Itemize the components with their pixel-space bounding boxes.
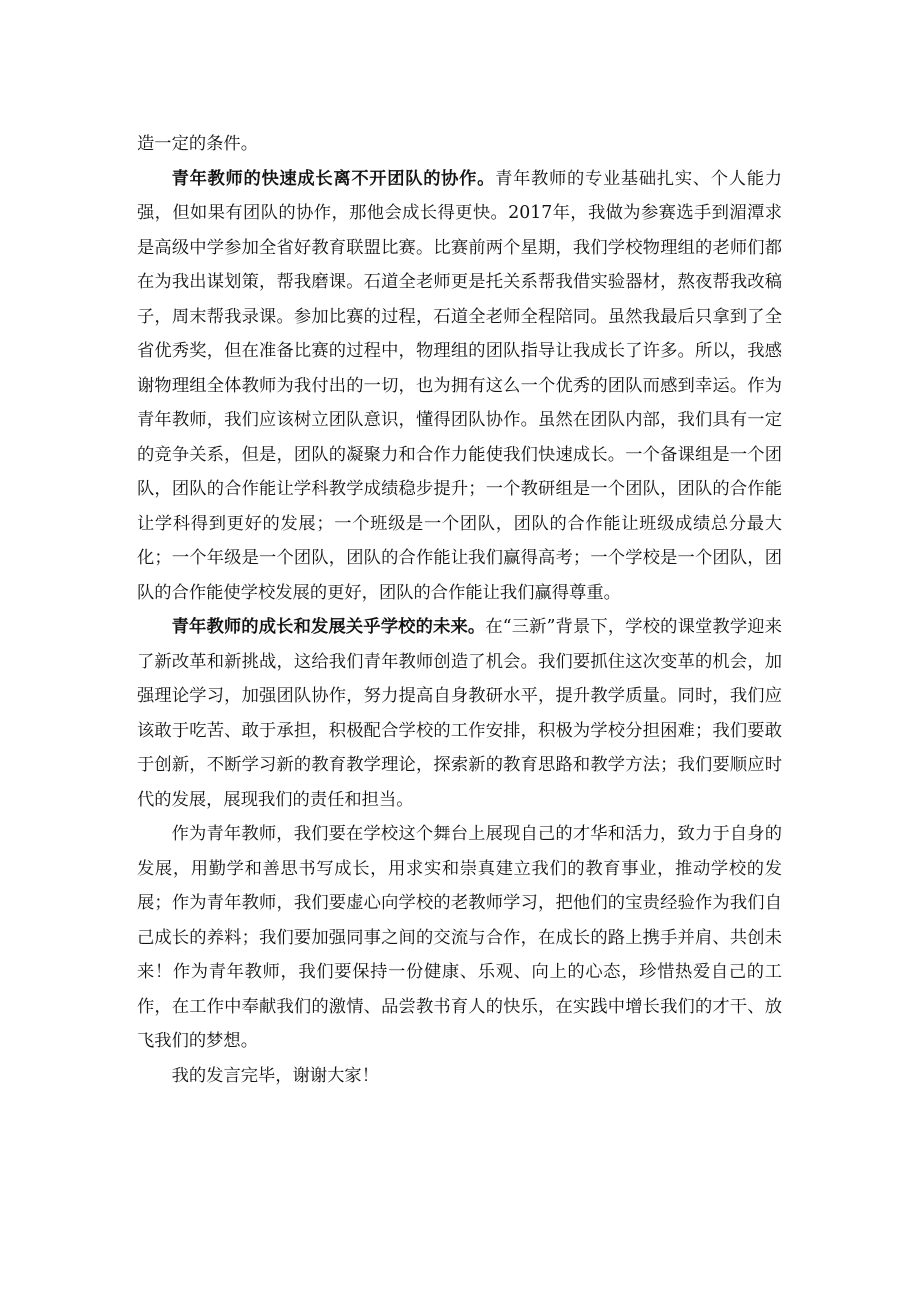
paragraph-text: 在“三新”背景下，学校的课堂教学迎来了新改革和新挑战，这给我们青年教师创造了机会。我们要抓住这次变革的机会，加强理论学习，加强团队协作，努力提高自身教研水平，提升教学质量。同时，我们应该敢于吃苦、敢于承担，积极配合学校的工作安排，积极为学校分担困难；我们要敢于创新，不断学习新的教育教学理论，探索新的教育思路和教学方法；我们要顺应时代的发展，展现我们的责任和担当。 [137, 617, 782, 810]
paragraph-lead-sentence: 青年教师的成长和发展关乎学校的未来。 [171, 617, 486, 637]
paragraph-lead-sentence: 青年教师的快速成长离不开团队的协作。 [171, 168, 496, 189]
paragraph-school-future [137, 610, 782, 817]
paragraph-text: 作为青年教师，我们要在学校这个舞台上展现自己的才华和活力，致力于自身的发展，用勤学和善思书写成长，用求实和崇真建立我们的教育事业，推动学校的发展；作为青年教师，我们要虚心向学校的老教师学习，把他们的宝贵经验作为我们自己成长的养料；我们要加强同事之间的交流与合作，在成长的路上携手并肩、共创未来！作为青年教师，我们要保持一份健康、乐观、向上的心态，珍惜热爱自己的工作，在工作中奉献我们的激情、品尝教书育人的快乐，在实践中增长我们的才干、放飞我们的梦想。 [137, 824, 782, 1051]
paragraph-continuation [137, 127, 782, 162]
paragraph-text: 青年教师的专业基础扎实、个人能力强，但如果有团队的协作，那他会成长得更快。2017年，我做为参赛选手到湄潭求是高级中学参加全省好教育联盟比赛。比赛前两个星期，我们学校物理组的老师们都在为我出谋划策，帮我磨课。石道全老师更是托关系帮我借实验器材，熬夜帮我改稿子，周末帮我录课。参加比赛的过程，石道全老师全程陪同。虽然我最后只拿到了全省优秀奖，但在准备比赛的过程中，物理组的团队指导让我成长了许多。所以，我感谢物理组全体教师为我付出的一切，也为拥有这么一个优秀的团队而感到幸运。作为青年教师，我们应该树立团队意识，懂得团队协作。虽然在团队内部，我们具有一定的竞争关系，但是，团队的凝聚力和合作力能使我们快速成长。一个备课组是一个团队，团队的合作能让学科教学成绩稳步提升；一个教研组是一个团队，团队的合作能让学科得到更好的发展；一个班级是一个团队，团队的合作能让班级成绩总分最大化；一个年级是一个团队，团队的合作能让我们赢得高考；一个学校是一个团队，团队的合作能使学校发展的更好，团队的合作能让我们赢得尊重。 [137, 168, 782, 603]
paragraph-team-collaboration [137, 162, 782, 611]
paragraph-young-teacher [137, 817, 782, 1059]
paragraph-text: 造一定的条件。 [137, 134, 258, 154]
paragraph-text: 我的发言完毕，谢谢大家！ [171, 1065, 379, 1086]
document-page [137, 127, 782, 1093]
paragraph-closing [137, 1059, 782, 1094]
